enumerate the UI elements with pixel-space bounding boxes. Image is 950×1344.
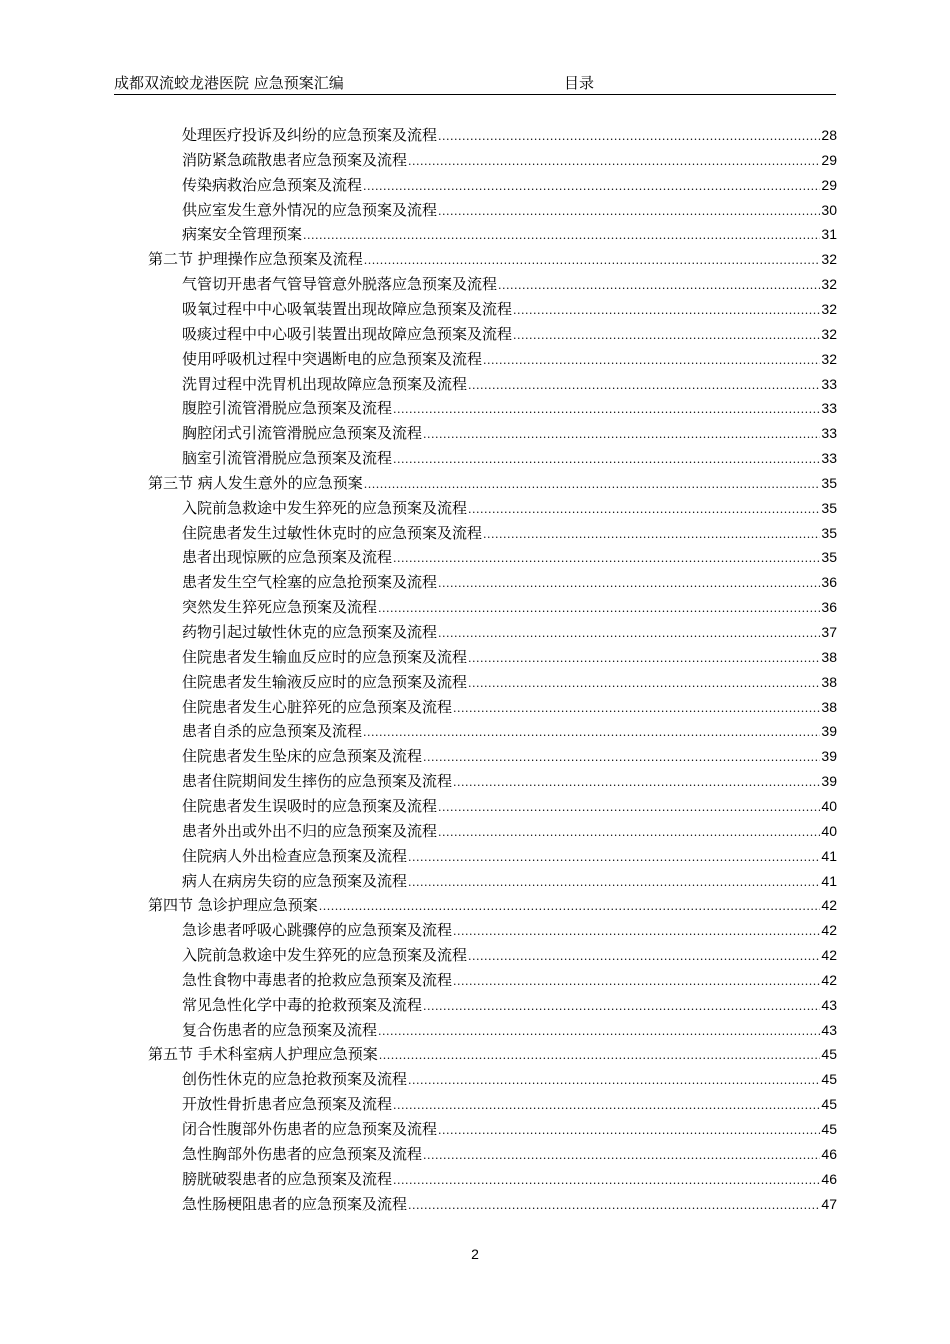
dot-leader — [453, 698, 820, 720]
toc-entry-page: 43 — [821, 1021, 837, 1038]
toc-entry[interactable] — [182, 373, 837, 395]
toc-section-entry[interactable] — [148, 894, 837, 916]
toc-entry-title: 住院患者发生输液反应时的应急预案及流程 — [182, 672, 468, 691]
toc-entry-title: 第五节 手术科室病人护理应急预案 — [148, 1045, 378, 1064]
toc-entry-page: 33 — [821, 450, 837, 467]
toc-entry-page: 33 — [821, 375, 837, 392]
toc-entry-page: 29 — [821, 151, 837, 168]
toc-entry-page: 32 — [821, 251, 837, 268]
toc-entry-page: 42 — [821, 897, 837, 914]
toc-entry-title: 洗胃过程中洗胃机出现故障应急预案及流程 — [182, 374, 468, 393]
page-number: 2 — [471, 1246, 479, 1262]
dot-leader — [364, 250, 821, 272]
toc-entry-title: 患者住院期间发生摔伤的应急预案及流程 — [182, 772, 453, 791]
dot-leader — [498, 275, 820, 297]
toc-entry[interactable] — [182, 522, 837, 544]
toc-entry[interactable] — [182, 1143, 837, 1165]
dot-leader — [393, 1095, 820, 1117]
dot-leader — [468, 673, 820, 695]
dot-leader — [438, 822, 820, 844]
toc-entry-title: 急性肠梗阻患者的应急预案及流程 — [182, 1194, 408, 1213]
dot-leader — [363, 722, 820, 744]
toc-entry-title: 第四节 急诊护理应急预案 — [148, 896, 318, 915]
toc-entry[interactable] — [182, 671, 837, 693]
running-header — [114, 72, 836, 95]
toc-entry[interactable] — [182, 397, 837, 419]
toc-entry[interactable] — [182, 795, 837, 817]
dot-leader — [423, 747, 820, 769]
toc-entry-page: 32 — [821, 300, 837, 317]
toc-entry-title: 患者自杀的应急预案及流程 — [182, 722, 363, 741]
dot-leader — [393, 548, 820, 570]
toc-entry-page: 40 — [821, 822, 837, 839]
toc-entry-page: 41 — [821, 847, 837, 864]
toc-entry-title: 入院前急救途中发生猝死的应急预案及流程 — [182, 946, 468, 965]
toc-entry-page: 45 — [821, 1071, 837, 1088]
dot-leader — [438, 573, 820, 595]
dot-leader — [483, 524, 820, 546]
toc-entry-page: 33 — [821, 425, 837, 442]
toc-entry[interactable] — [182, 820, 837, 842]
toc-entry-page: 43 — [821, 996, 837, 1013]
toc-entry[interactable] — [182, 571, 837, 593]
toc-entry-title: 住院患者发生坠床的应急预案及流程 — [182, 747, 423, 766]
dot-leader — [408, 1070, 820, 1092]
toc-entry-page: 40 — [821, 797, 837, 814]
toc-entry-title: 开放性骨折患者应急预案及流程 — [182, 1095, 393, 1114]
toc-entry[interactable] — [182, 994, 837, 1016]
toc-entry-title: 住院患者发生心脏猝死的应急预案及流程 — [182, 697, 453, 716]
toc-entry-page: 42 — [821, 971, 837, 988]
toc-entry[interactable] — [182, 696, 837, 718]
toc-entry-page: 30 — [821, 201, 837, 218]
header-document-title: 成都双流蛟龙港医院 应急预案汇编 — [114, 74, 344, 92]
toc-entry-page: 41 — [821, 872, 837, 889]
dot-leader — [423, 424, 820, 446]
dot-leader — [408, 847, 820, 869]
dot-leader — [438, 126, 820, 148]
toc-entry[interactable] — [182, 447, 837, 469]
toc-section-entry[interactable] — [148, 248, 837, 270]
toc-entry-page: 46 — [821, 1145, 837, 1162]
dot-leader — [513, 325, 820, 347]
toc-entry[interactable] — [182, 422, 837, 444]
header-section-title: 目录 — [564, 74, 595, 92]
toc-entry[interactable] — [182, 621, 837, 643]
dot-leader — [408, 151, 820, 173]
toc-entry[interactable] — [182, 298, 837, 320]
toc-entry[interactable] — [182, 870, 837, 892]
toc-entry-title: 复合伤患者的应急预案及流程 — [182, 1020, 378, 1039]
dot-leader — [303, 225, 820, 247]
toc-entry-page: 36 — [821, 574, 837, 591]
toc-entry[interactable] — [182, 1193, 837, 1215]
toc-entry[interactable] — [182, 174, 837, 196]
toc-entry-page: 35 — [821, 499, 837, 516]
toc-entry-title: 药物引起过敏性休克的应急预案及流程 — [182, 623, 438, 641]
toc-entry[interactable] — [182, 1093, 837, 1115]
toc-entry[interactable] — [182, 124, 837, 146]
dot-leader — [453, 921, 820, 943]
toc-entry-page: 45 — [821, 1121, 837, 1137]
toc-entry-title: 处理医疗投诉及纠纷的应急预案及流程 — [182, 126, 438, 144]
toc-entry-title: 住院患者发生输血反应时的应急预案及流程 — [182, 647, 468, 666]
dot-leader — [468, 375, 820, 397]
toc-entry-title: 常见急性化学中毒的抢救预案及流程 — [182, 995, 423, 1014]
dot-leader — [423, 1145, 820, 1167]
toc-entry-page: 32 — [821, 350, 837, 367]
toc-entry-page: 39 — [821, 723, 837, 740]
toc-entry-title: 脑室引流管滑脱应急预案及流程 — [182, 449, 393, 468]
toc-entry[interactable] — [182, 1019, 837, 1041]
toc-entry-title: 突然发生猝死应急预案及流程 — [182, 598, 378, 617]
toc-entry-page: 39 — [821, 773, 837, 790]
toc-entry[interactable] — [182, 745, 837, 767]
toc-entry[interactable] — [182, 969, 837, 991]
toc-entry-title: 膀胱破裂患者的应急预案及流程 — [182, 1169, 393, 1188]
toc-entry[interactable] — [182, 770, 837, 792]
toc-entry-title: 患者出现惊厥的应急预案及流程 — [182, 548, 393, 567]
toc-entry[interactable] — [182, 1068, 837, 1090]
toc-entry-title: 住院患者发生过敏性休克时的应急预案及流程 — [182, 523, 483, 542]
toc-entry-title: 消防紧急疏散患者应急预案及流程 — [182, 150, 408, 169]
toc-entry-title: 患者发生空气栓塞的应急抢预案及流程 — [182, 573, 438, 592]
toc-entry-page: 33 — [821, 400, 837, 417]
toc-entry-page: 46 — [821, 1170, 837, 1187]
dot-leader — [408, 872, 820, 894]
toc-entry-page: 38 — [821, 673, 837, 690]
toc-entry-title: 闭合性腹部外伤患者的应急预案及流程 — [182, 1120, 438, 1138]
toc-entry-page: 35 — [821, 549, 837, 566]
toc-entry-title: 使用呼吸机过程中突遇断电的应急预案及流程 — [182, 349, 483, 368]
toc-entry-title: 第三节 病人发生意外的应急预案 — [148, 473, 363, 492]
dot-leader — [483, 350, 820, 372]
dot-leader — [438, 1120, 820, 1142]
toc-entry[interactable] — [182, 1168, 837, 1190]
toc-entry[interactable] — [182, 1118, 837, 1140]
toc-section-entry[interactable] — [148, 1043, 837, 1065]
toc-section-entry[interactable] — [148, 472, 837, 494]
toc-entry-page: 31 — [821, 226, 837, 243]
toc-entry-title: 住院病人外出检查应急预案及流程 — [182, 846, 408, 865]
toc-entry-page: 42 — [821, 922, 837, 939]
toc-entry-title: 急性食物中毒患者的抢救应急预案及流程 — [182, 970, 453, 989]
toc-entry[interactable] — [182, 149, 837, 171]
dot-leader — [468, 946, 820, 968]
toc-entry[interactable] — [182, 497, 837, 519]
toc-entry[interactable] — [182, 919, 837, 941]
toc-entry-title: 入院前急救途中发生猝死的应急预案及流程 — [182, 498, 468, 517]
toc-entry-page: 38 — [821, 698, 837, 715]
dot-leader — [379, 1045, 821, 1067]
toc-entry-title: 供应室发生意外情况的应急预案及流程 — [182, 200, 438, 219]
dot-leader — [513, 300, 820, 322]
dot-leader — [438, 201, 820, 223]
dot-leader — [393, 1170, 820, 1192]
toc-entry[interactable] — [182, 546, 837, 568]
toc-entry[interactable] — [182, 845, 837, 867]
toc-entry-title: 住院患者发生误吸时的应急预案及流程 — [182, 796, 438, 815]
toc-entry-page: 32 — [821, 325, 837, 342]
dot-leader — [423, 996, 820, 1018]
toc-entry-page: 36 — [821, 599, 837, 616]
toc-entry-page: 28 — [821, 127, 837, 143]
toc-entry[interactable] — [182, 273, 837, 295]
dot-leader — [453, 772, 820, 794]
toc-entry-page: 32 — [821, 276, 837, 293]
toc-entry[interactable] — [182, 199, 837, 221]
toc-entry-title: 胸腔闭式引流管滑脱应急预案及流程 — [182, 424, 423, 443]
dot-leader — [393, 449, 820, 471]
toc-entry[interactable] — [182, 720, 837, 742]
toc-entry-page: 35 — [821, 474, 837, 491]
toc-entry-page: 42 — [821, 947, 837, 964]
toc-entry-title: 患者外出或外出不归的应急预案及流程 — [182, 821, 438, 840]
dot-leader — [438, 797, 820, 819]
toc-entry-title: 气管切开患者气管导管意外脱落应急预案及流程 — [182, 275, 498, 294]
toc-entry-title: 病案安全管理预案 — [182, 225, 303, 244]
dot-leader — [378, 598, 820, 620]
toc-entry-title: 急性胸部外伤患者的应急预案及流程 — [182, 1144, 423, 1163]
toc-entry-title: 传染病救治应急预案及流程 — [182, 175, 363, 194]
dot-leader — [364, 474, 821, 496]
toc-entry-title: 第二节 护理操作应急预案及流程 — [148, 250, 363, 269]
toc-entry-title: 吸痰过程中中心吸引装置出现故障应急预案及流程 — [182, 324, 513, 343]
toc-entry[interactable] — [182, 944, 837, 966]
toc-entry[interactable] — [182, 323, 837, 345]
toc-entry-page: 47 — [821, 1195, 837, 1212]
toc-entry-title: 创伤性休克的应急抢救预案及流程 — [182, 1070, 408, 1089]
dot-leader — [393, 399, 820, 421]
toc-entry-title: 急诊患者呼吸心跳骤停的应急预案及流程 — [182, 921, 453, 940]
toc-entry[interactable] — [182, 348, 837, 370]
toc-entry-title: 腹腔引流管滑脱应急预案及流程 — [182, 399, 393, 418]
dot-leader — [378, 1021, 820, 1043]
dot-leader — [468, 499, 820, 521]
dot-leader — [363, 176, 820, 198]
dot-leader — [408, 1195, 820, 1217]
dot-leader — [438, 623, 820, 645]
toc-entry-page: 29 — [821, 176, 837, 193]
toc-entry-title: 病人在病房失窃的应急预案及流程 — [182, 871, 408, 890]
dot-leader — [468, 648, 820, 670]
toc-entry-page: 35 — [821, 524, 837, 541]
toc-entry[interactable] — [182, 596, 837, 618]
dot-leader — [319, 896, 821, 918]
toc-entry-page: 39 — [821, 748, 837, 765]
toc-entry-page: 37 — [821, 624, 837, 640]
toc-entry[interactable] — [182, 223, 837, 245]
toc-entry[interactable] — [182, 646, 837, 668]
toc-entry-page: 38 — [821, 648, 837, 665]
dot-leader — [453, 971, 820, 993]
toc-entry-title: 吸氧过程中中心吸氧装置出现故障应急预案及流程 — [182, 299, 513, 318]
toc-entry-page: 45 — [821, 1096, 837, 1113]
toc-entry-page: 45 — [821, 1046, 837, 1063]
